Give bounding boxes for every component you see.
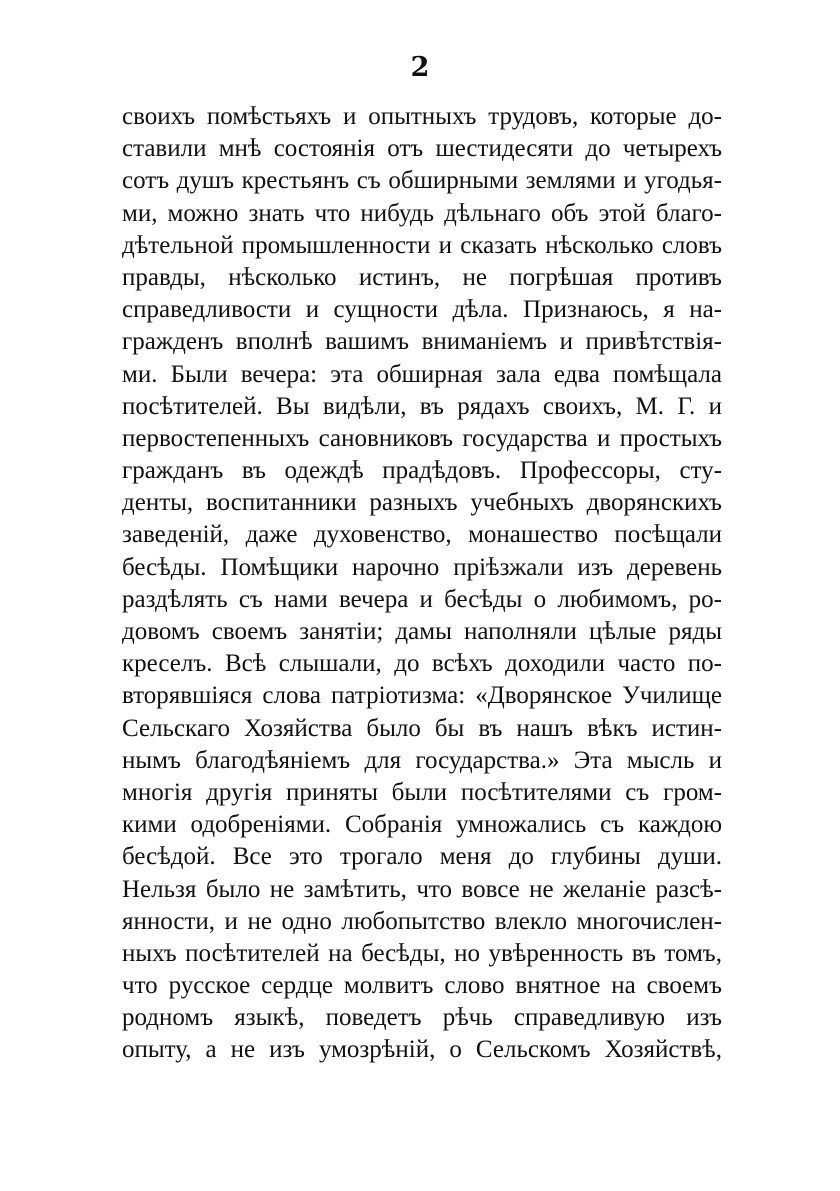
text-line-19: вторявшіяся слова патріотизма: «Дворянское Училище — [122, 682, 722, 710]
body-text — [122, 101, 722, 1067]
text-line-30: опыту, а не изъ умозрѣній, о Сельскомъ Хозяйствѣ, — [122, 1036, 722, 1064]
text-line-21: нымъ благодѣяніемъ для государства.» Эта мысль и — [122, 746, 722, 774]
text-line-3: сотъ душъ крестьянъ съ обширными землями и угодья- — [122, 167, 722, 195]
text-line-23: кими одобреніями. Собранія умножались съ каждою — [122, 811, 722, 839]
text-line-13: денты, воспитанники разныхъ учебныхъ дворянскихъ — [122, 489, 722, 517]
text-line-9: ми. Были вечера: эта обширная зала едва помѣщала — [122, 360, 722, 388]
text-line-22: многія другія приняты были посѣтителями съ гром- — [122, 778, 722, 806]
text-line-10: посѣтителей. Вы видѣли, въ рядахъ своихъ, М. Г. и — [122, 392, 722, 420]
text-line-5: дѣтельной промышленности и сказать нѣсколько словъ — [122, 231, 722, 259]
text-line-15: бесѣды. Помѣщики нарочно пріѣзжали изъ деревень — [122, 553, 722, 581]
text-line-17: довомъ своемъ занятіи; дамы наполняли цѣлые ряды — [122, 618, 722, 645]
text-line-1: своихъ помѣстьяхъ и опытныхъ трудовъ, которые до- — [122, 103, 722, 130]
text-line-14: заведеній, даже духовенство, монашество посѣщали — [122, 521, 722, 549]
text-line-4: ми, можно знать что нибудь дѣльнаго объ этой благо- — [122, 199, 722, 227]
page-number: 2 — [410, 52, 430, 83]
text-line-2: ставили мнѣ состоянія отъ шестидесяти до четырехъ — [122, 135, 722, 163]
text-line-28: что русское сердце молвитъ слово внятное на своемъ — [122, 972, 722, 1000]
text-line-25: Нельзя было не замѣтить, что вовсе не желаніе разсѣ- — [122, 875, 722, 903]
text-line-18: креселъ. Всѣ слышали, до всѣхъ доходили часто по- — [122, 650, 722, 678]
text-line-7: справедливости и сущности дѣла. Признаюсь, я на- — [122, 296, 722, 324]
text-line-11: первостепенныхъ сановниковъ государства и простыхъ — [122, 424, 722, 452]
text-line-6: правды, нѣсколько истинъ, не погрѣшая противъ — [122, 263, 722, 291]
text-line-12: гражданъ въ одеждѣ прадѣдовъ. Профессоры, сту- — [122, 457, 722, 485]
text-line-27: ныхъ посѣтителей на бесѣды, но увѣренность въ томъ, — [122, 939, 722, 967]
text-line-20: Сельскаго Хозяйства было бы въ нашъ вѣкъ истин- — [122, 714, 722, 742]
text-line-8: гражденъ вполнѣ вашимъ вниманіемъ и привѣтствія- — [122, 328, 722, 356]
text-line-29: родномъ языкѣ, поведетъ рѣчь справедливую изъ — [122, 1004, 722, 1032]
text-line-24: бесѣдой. Все это трогало меня до глубины души. — [122, 843, 722, 871]
text-line-26: янности, и не одно любопытство влекло многочислен- — [122, 907, 722, 935]
text-line-16: раздѣлять съ нами вечера и бесѣды о любимомъ, ро- — [122, 585, 722, 613]
